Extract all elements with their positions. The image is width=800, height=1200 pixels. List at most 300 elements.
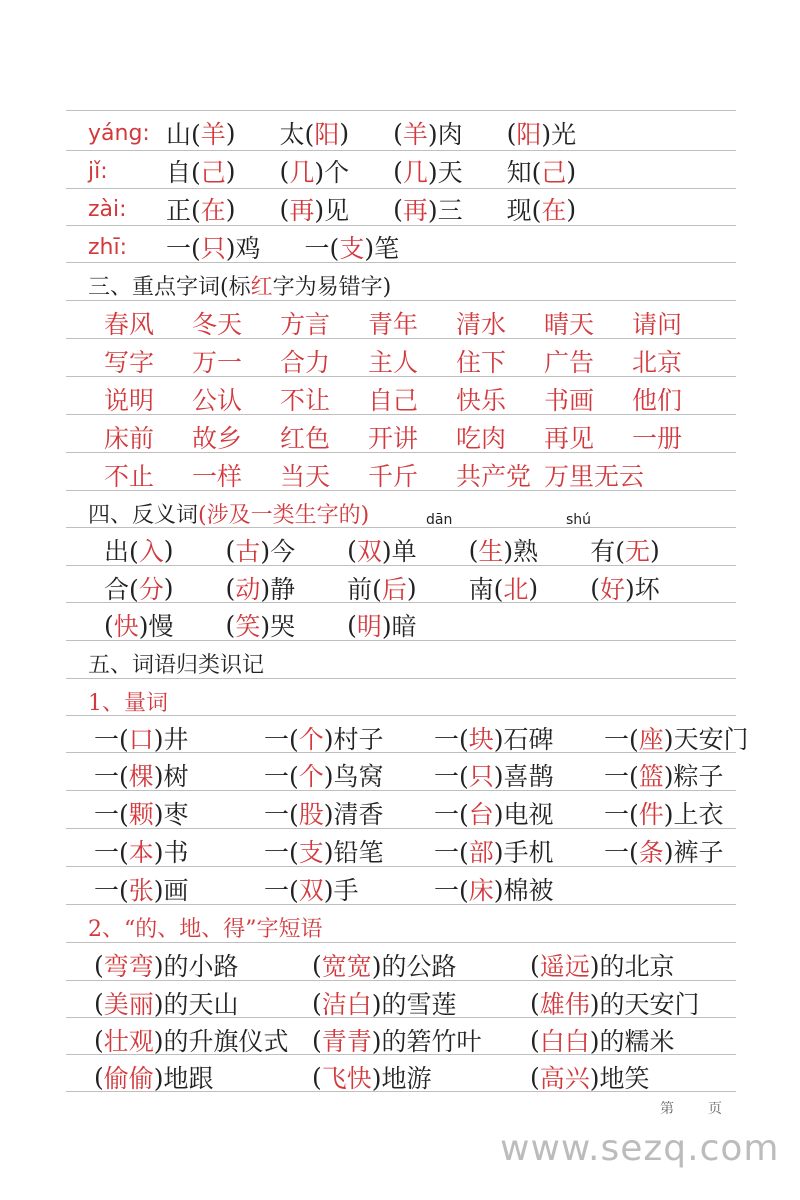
section-title-red: 红 bbox=[250, 274, 273, 300]
fill-blank-item bbox=[280, 153, 350, 189]
antonym-row bbox=[104, 606, 469, 644]
answer-word: 洁白 bbox=[321, 990, 372, 1019]
item-suffix: )粽子 bbox=[663, 762, 724, 791]
item-prefix: 一( bbox=[434, 876, 469, 905]
answer-word: 羊 bbox=[402, 120, 428, 149]
answer-word: 座 bbox=[638, 725, 664, 754]
answer-word: 支 bbox=[298, 838, 324, 867]
key-word: 万一 bbox=[192, 348, 243, 377]
answer-word: 宽宽 bbox=[321, 952, 372, 981]
key-word: 说明 bbox=[104, 386, 155, 415]
item-prefix: 合( bbox=[104, 575, 139, 604]
key-word: 一样 bbox=[192, 462, 243, 491]
ruby-dan: dān bbox=[426, 512, 453, 528]
item-prefix: 有( bbox=[590, 537, 625, 566]
item-suffix: )笔 bbox=[364, 234, 400, 263]
item-prefix: ( bbox=[468, 535, 479, 565]
measure-word-row bbox=[94, 794, 744, 832]
antonym-row bbox=[104, 569, 712, 607]
answer-word: 美丽 bbox=[103, 990, 154, 1019]
fill-blank-item bbox=[393, 153, 463, 189]
item-suffix: )村子 bbox=[323, 725, 384, 754]
fill-blank-item bbox=[530, 1022, 748, 1058]
item-prefix: 一( bbox=[264, 725, 299, 754]
section-title-red: (涉及一类生字的) bbox=[198, 502, 370, 528]
fill-blank-item bbox=[393, 115, 463, 151]
item-prefix: ( bbox=[393, 156, 403, 186]
item-prefix: 正( bbox=[166, 196, 201, 225]
answer-word: 支 bbox=[339, 234, 365, 263]
answer-word: 个 bbox=[298, 762, 324, 791]
item-prefix: 一( bbox=[434, 725, 469, 754]
answer-word: 口 bbox=[128, 725, 154, 754]
item-suffix: )鸟窝 bbox=[323, 762, 384, 791]
item-prefix: ( bbox=[312, 988, 322, 1018]
item-prefix: 一( bbox=[604, 762, 639, 791]
fill-blank-item bbox=[94, 833, 264, 869]
key-word: 当天 bbox=[280, 462, 331, 491]
fill-blank-item bbox=[469, 532, 539, 568]
answer-word: 双 bbox=[356, 537, 382, 566]
answer-word: 张 bbox=[128, 876, 154, 905]
item-suffix: )的雪莲 bbox=[371, 990, 457, 1019]
item-prefix: ( bbox=[225, 610, 236, 640]
answer-word: 颗 bbox=[128, 800, 154, 829]
item-prefix: ( bbox=[279, 194, 290, 224]
fill-blank-item bbox=[280, 191, 350, 227]
item-suffix: )井 bbox=[153, 725, 189, 754]
answer-word: 再 bbox=[289, 196, 315, 225]
item-prefix: ( bbox=[94, 1025, 104, 1055]
item-suffix: )的糯米 bbox=[589, 1027, 675, 1056]
answer-word: 羊 bbox=[200, 120, 226, 149]
answer-word: 几 bbox=[289, 158, 315, 187]
item-prefix: ( bbox=[94, 950, 104, 980]
item-suffix: )的天山 bbox=[153, 990, 239, 1019]
item-suffix: )光 bbox=[541, 120, 577, 149]
fill-blank-item bbox=[94, 1059, 312, 1095]
item-prefix: ( bbox=[225, 535, 236, 565]
key-word: 合力 bbox=[280, 348, 331, 377]
item-suffix: )天 bbox=[427, 158, 463, 187]
key-word: 清水 bbox=[456, 310, 507, 339]
antonym-row bbox=[104, 531, 712, 569]
answer-word: 无 bbox=[624, 537, 650, 566]
item-suffix: ) bbox=[406, 573, 417, 603]
item-suffix: ) bbox=[528, 573, 539, 603]
item-suffix: ) bbox=[225, 156, 236, 186]
fill-blank-item bbox=[347, 607, 417, 643]
ruby-shu: shú bbox=[566, 512, 592, 528]
measure-word-row bbox=[94, 756, 744, 794]
measure-word-row bbox=[94, 870, 604, 908]
fill-blank-item bbox=[264, 833, 434, 869]
page-number-label: 第 页 bbox=[660, 1101, 724, 1117]
phrase-row bbox=[94, 984, 748, 1022]
answer-word: 台 bbox=[468, 800, 494, 829]
answer-word: 好 bbox=[599, 575, 625, 604]
item-prefix: ( bbox=[530, 1025, 540, 1055]
item-prefix: 一( bbox=[94, 800, 129, 829]
answer-word: 偷偷 bbox=[103, 1064, 154, 1093]
fill-blank-item bbox=[94, 795, 264, 831]
word-row bbox=[104, 418, 720, 456]
answer-word: 阳 bbox=[314, 120, 340, 149]
answer-word: 明 bbox=[356, 612, 382, 641]
fill-blank-item bbox=[94, 871, 264, 907]
key-word: 快乐 bbox=[456, 386, 507, 415]
key-word: 自己 bbox=[368, 386, 419, 415]
fill-blank-item bbox=[507, 191, 577, 227]
answer-word: 条 bbox=[638, 838, 664, 867]
fill-blank-item bbox=[469, 570, 539, 606]
answer-word: 己 bbox=[541, 158, 567, 187]
key-word: 广告 bbox=[544, 348, 595, 377]
section-title-5 bbox=[88, 644, 264, 682]
item-suffix: ) bbox=[339, 118, 350, 148]
item-prefix: 一( bbox=[434, 800, 469, 829]
fill-blank-item bbox=[530, 985, 748, 1021]
answer-word: 笑 bbox=[235, 612, 261, 641]
item-prefix: ( bbox=[393, 118, 403, 148]
fill-blank-item bbox=[434, 757, 604, 793]
item-prefix: 太( bbox=[279, 120, 315, 149]
answer-word: 阳 bbox=[516, 120, 542, 149]
fill-blank-item bbox=[104, 570, 174, 606]
fill-blank-item bbox=[434, 833, 604, 869]
fill-blank-item bbox=[312, 947, 530, 983]
item-prefix: ( bbox=[312, 950, 322, 980]
item-suffix: )熟 bbox=[503, 537, 539, 566]
item-suffix: )见 bbox=[314, 196, 350, 225]
item-suffix: )的升旗仪式 bbox=[153, 1027, 289, 1056]
key-word: 方言 bbox=[280, 310, 331, 339]
item-suffix: )的天安门 bbox=[589, 990, 700, 1019]
key-word: 春风 bbox=[104, 310, 155, 339]
key-word: 冬天 bbox=[192, 310, 243, 339]
answer-word: 部 bbox=[468, 838, 494, 867]
answer-word: 己 bbox=[200, 158, 226, 187]
fill-blank-item bbox=[264, 795, 434, 831]
item-suffix: )枣 bbox=[153, 800, 189, 829]
fill-blank-item bbox=[166, 153, 236, 189]
item-suffix: )三 bbox=[427, 196, 463, 225]
section-title-4 bbox=[88, 494, 369, 532]
item-prefix: 知( bbox=[506, 158, 542, 187]
fill-blank-item bbox=[434, 720, 604, 756]
item-suffix: )的箬竹叶 bbox=[371, 1027, 482, 1056]
item-suffix: )天安门 bbox=[663, 725, 749, 754]
item-suffix: )的公路 bbox=[371, 952, 457, 981]
answer-word: 双 bbox=[298, 876, 324, 905]
subsection-title bbox=[88, 908, 323, 946]
word-row bbox=[104, 342, 720, 380]
item-suffix: )地游 bbox=[371, 1064, 432, 1093]
item-suffix: )清香 bbox=[323, 800, 384, 829]
item-prefix: 一( bbox=[94, 762, 129, 791]
item-suffix: )棉被 bbox=[493, 876, 554, 905]
answer-word: 弯弯 bbox=[103, 952, 154, 981]
answer-word: 飞快 bbox=[321, 1064, 372, 1093]
subsection-label: 2、“的、地、得”字短语 bbox=[88, 916, 323, 942]
answer-word: 在 bbox=[200, 196, 226, 225]
fill-blank-item bbox=[166, 115, 236, 151]
section-title-part: 四、反义词 bbox=[88, 502, 199, 528]
answer-word: 床 bbox=[468, 876, 494, 905]
item-prefix: 一( bbox=[604, 800, 639, 829]
item-prefix: ( bbox=[312, 1062, 322, 1092]
answer-word: 本 bbox=[128, 838, 154, 867]
answer-word: 雄伟 bbox=[539, 990, 590, 1019]
fill-blank-item bbox=[104, 607, 174, 643]
item-suffix: )树 bbox=[153, 762, 189, 791]
item-prefix: 现( bbox=[506, 196, 542, 225]
fill-blank-item bbox=[312, 985, 530, 1021]
key-word: 住下 bbox=[456, 348, 507, 377]
word-row bbox=[104, 380, 720, 418]
fill-blank-item bbox=[604, 833, 744, 869]
answer-word: 壮观 bbox=[103, 1027, 154, 1056]
item-prefix: ( bbox=[530, 1062, 540, 1092]
word-row bbox=[104, 456, 644, 494]
fill-blank-item bbox=[347, 532, 417, 568]
fill-blank-item bbox=[264, 757, 434, 793]
item-suffix: ) bbox=[649, 535, 660, 565]
fill-blank-item bbox=[590, 570, 660, 606]
subsection-label: 1、量词 bbox=[88, 690, 168, 716]
fill-blank-item bbox=[604, 757, 744, 793]
item-prefix: 一( bbox=[94, 876, 129, 905]
item-prefix: 山( bbox=[166, 120, 201, 149]
answer-word: 块 bbox=[468, 725, 494, 754]
item-prefix: 一( bbox=[434, 762, 469, 791]
answer-word: 北 bbox=[503, 575, 529, 604]
item-suffix: )石碑 bbox=[493, 725, 554, 754]
item-prefix: 一( bbox=[604, 838, 639, 867]
phrase-row bbox=[94, 1021, 748, 1059]
item-prefix: 一( bbox=[94, 838, 129, 867]
item-suffix: )书 bbox=[153, 838, 189, 867]
item-prefix: ( bbox=[94, 988, 104, 1018]
item-prefix: 自( bbox=[166, 158, 201, 187]
key-word: 红色 bbox=[280, 424, 331, 453]
item-prefix: 一( bbox=[264, 762, 299, 791]
key-word: 故乡 bbox=[192, 424, 243, 453]
subsection-title bbox=[88, 682, 168, 720]
answer-word: 遥远 bbox=[539, 952, 590, 981]
fill-blank-item bbox=[312, 1022, 530, 1058]
phrase-row bbox=[94, 1058, 748, 1096]
word-row bbox=[104, 304, 720, 342]
key-word: 千斤 bbox=[368, 462, 419, 491]
item-suffix: )暗 bbox=[381, 612, 417, 641]
fill-blank-item bbox=[94, 947, 312, 983]
fill-blank-item bbox=[94, 1022, 312, 1058]
fill-blank-item bbox=[434, 871, 604, 907]
pinyin-row bbox=[88, 152, 620, 190]
key-word: 书画 bbox=[544, 386, 595, 415]
item-prefix: 一( bbox=[604, 725, 639, 754]
watermark: www.sezq.com bbox=[500, 1128, 780, 1169]
section-title-3 bbox=[88, 266, 391, 304]
item-prefix: ( bbox=[530, 988, 540, 1018]
item-prefix: ( bbox=[104, 610, 114, 640]
item-suffix: ) bbox=[566, 194, 577, 224]
item-suffix: ) bbox=[163, 573, 174, 603]
item-prefix: 一( bbox=[264, 838, 299, 867]
item-prefix: ( bbox=[506, 118, 517, 148]
item-suffix: )慢 bbox=[138, 612, 174, 641]
fill-blank-item bbox=[347, 570, 417, 606]
item-prefix: 一( bbox=[264, 800, 299, 829]
pinyin-row bbox=[88, 228, 443, 266]
item-prefix: 一( bbox=[94, 725, 129, 754]
ruled-line bbox=[66, 110, 736, 111]
item-suffix: )上衣 bbox=[663, 800, 724, 829]
item-suffix: )铅笔 bbox=[323, 838, 384, 867]
item-prefix: 一( bbox=[304, 234, 340, 263]
fill-blank-item bbox=[226, 532, 296, 568]
fill-blank-item bbox=[434, 795, 604, 831]
fill-blank-item bbox=[604, 795, 744, 831]
item-suffix: )单 bbox=[381, 537, 417, 566]
item-prefix: 前( bbox=[347, 575, 382, 604]
fill-blank-item bbox=[166, 229, 261, 265]
pinyin-row bbox=[88, 190, 620, 228]
item-prefix: ( bbox=[312, 1025, 322, 1055]
item-prefix: ( bbox=[347, 610, 357, 640]
fill-blank-item bbox=[226, 607, 296, 643]
fill-blank-item bbox=[393, 191, 463, 227]
item-prefix: 一( bbox=[166, 234, 201, 263]
item-suffix: )的小路 bbox=[153, 952, 239, 981]
key-word: 床前 bbox=[104, 424, 155, 453]
answer-word: 古 bbox=[235, 537, 261, 566]
answer-word: 入 bbox=[138, 537, 164, 566]
fill-blank-item bbox=[104, 532, 174, 568]
key-word: 他们 bbox=[632, 386, 683, 415]
answer-word: 只 bbox=[468, 762, 494, 791]
item-suffix: )个 bbox=[314, 158, 350, 187]
fill-blank-item bbox=[280, 115, 350, 151]
fill-blank-item bbox=[530, 947, 748, 983]
item-suffix: )静 bbox=[260, 575, 296, 604]
pinyin-label: jǐ: bbox=[88, 158, 108, 184]
key-word: 北京 bbox=[632, 348, 683, 377]
item-suffix: )地笑 bbox=[589, 1064, 650, 1093]
key-word: 万里无云 bbox=[544, 462, 645, 491]
key-word: 写字 bbox=[104, 348, 155, 377]
item-suffix: )画 bbox=[153, 876, 189, 905]
measure-word-row bbox=[94, 832, 744, 870]
answer-word: 股 bbox=[298, 800, 324, 829]
key-word: 再见 bbox=[544, 424, 595, 453]
pinyin-label: zài: bbox=[88, 196, 127, 222]
answer-word: 后 bbox=[381, 575, 407, 604]
fill-blank-item bbox=[604, 720, 749, 756]
section-title-part: 五、词语归类识记 bbox=[88, 652, 265, 678]
answer-word: 几 bbox=[402, 158, 428, 187]
item-prefix: ( bbox=[279, 156, 290, 186]
item-prefix: 南( bbox=[468, 575, 504, 604]
key-word: 请问 bbox=[632, 310, 683, 339]
item-suffix: )今 bbox=[260, 537, 296, 566]
measure-word-row bbox=[94, 719, 749, 757]
answer-word: 篮 bbox=[638, 762, 664, 791]
item-suffix: )鸡 bbox=[225, 234, 261, 263]
item-suffix: ) bbox=[163, 535, 174, 565]
item-suffix: )手 bbox=[323, 876, 359, 905]
item-suffix: )喜鹊 bbox=[493, 762, 554, 791]
key-word: 晴天 bbox=[544, 310, 595, 339]
key-word: 共产党 bbox=[456, 462, 532, 491]
item-suffix: )坏 bbox=[624, 575, 660, 604]
fill-blank-item bbox=[94, 720, 264, 756]
answer-word: 棵 bbox=[128, 762, 154, 791]
pinyin-label: zhī: bbox=[88, 234, 128, 260]
fill-blank-item bbox=[590, 532, 660, 568]
fill-blank-item bbox=[507, 153, 577, 189]
item-prefix: 一( bbox=[434, 838, 469, 867]
answer-word: 个 bbox=[298, 725, 324, 754]
key-word: 开讲 bbox=[368, 424, 419, 453]
item-prefix: ( bbox=[393, 194, 403, 224]
key-word: 吃肉 bbox=[456, 424, 507, 453]
answer-word: 动 bbox=[235, 575, 261, 604]
item-suffix: )肉 bbox=[427, 120, 463, 149]
fill-blank-item bbox=[226, 570, 296, 606]
answer-word: 只 bbox=[200, 234, 226, 263]
item-prefix: ( bbox=[225, 573, 236, 603]
answer-word: 再 bbox=[402, 196, 428, 225]
fill-blank-item bbox=[94, 985, 312, 1021]
item-suffix: ) bbox=[566, 156, 577, 186]
fill-blank-item bbox=[312, 1059, 530, 1095]
key-word: 不让 bbox=[280, 386, 331, 415]
fill-blank-item bbox=[94, 757, 264, 793]
answer-word: 高兴 bbox=[539, 1064, 590, 1093]
key-word: 青年 bbox=[368, 310, 419, 339]
item-suffix: )电视 bbox=[493, 800, 554, 829]
answer-word: 在 bbox=[541, 196, 567, 225]
fill-blank-item bbox=[305, 229, 400, 265]
section-title-part: 三、重点字词(标 bbox=[88, 274, 251, 300]
answer-word: 白白 bbox=[539, 1027, 590, 1056]
pinyin-row bbox=[88, 114, 620, 152]
item-prefix: ( bbox=[347, 535, 357, 565]
pinyin-label: yáng: bbox=[88, 120, 150, 146]
item-suffix: )裤子 bbox=[663, 838, 724, 867]
answer-word: 青青 bbox=[321, 1027, 372, 1056]
item-suffix: )的北京 bbox=[589, 952, 675, 981]
section-title-part: 字为易错字) bbox=[272, 274, 392, 300]
key-word: 不止 bbox=[104, 462, 155, 491]
item-suffix: )地跟 bbox=[153, 1064, 214, 1093]
phrase-row bbox=[94, 946, 748, 984]
answer-word: 分 bbox=[138, 575, 164, 604]
item-prefix: 一( bbox=[264, 876, 299, 905]
fill-blank-item bbox=[166, 191, 236, 227]
key-word: 主人 bbox=[368, 348, 419, 377]
key-word: 一册 bbox=[632, 424, 683, 453]
fill-blank-item bbox=[530, 1059, 748, 1095]
item-suffix: ) bbox=[225, 118, 236, 148]
answer-word: 快 bbox=[113, 612, 139, 641]
item-prefix: ( bbox=[590, 573, 600, 603]
fill-blank-item bbox=[264, 871, 434, 907]
item-suffix: ) bbox=[225, 194, 236, 224]
item-prefix: ( bbox=[530, 950, 540, 980]
